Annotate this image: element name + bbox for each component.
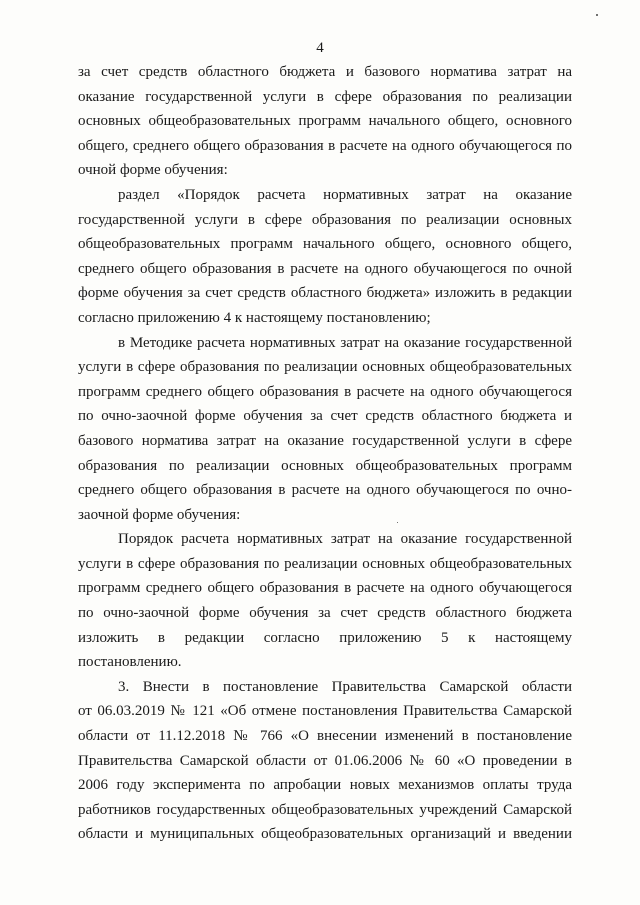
- text-line: заочной форме обучения:: [78, 506, 241, 523]
- text-line: согласно приложению 4 к настоящему постановлению;: [78, 309, 431, 326]
- text-line: работников государственных общеобразовательных учреждений Самарской: [78, 801, 572, 818]
- document-body: [78, 60, 572, 847]
- text-line: изложить в редакции согласно приложению 5 к настоящему: [78, 629, 572, 646]
- scan-speck: [397, 522, 398, 523]
- text-line: среднего общего образования в расчете на одного обучающегося по очно-: [78, 482, 572, 499]
- text-line: постановлению.: [78, 654, 182, 671]
- text-line: Порядок расчета нормативных затрат на оказание государственной: [118, 531, 572, 548]
- text-line: форме обучения за счет средств областного бюджета» изложить в редакции: [78, 285, 572, 302]
- text-line: области и муниципальных общеобразовательных организаций и введении: [78, 826, 572, 843]
- scan-speck: [596, 14, 598, 16]
- text-line: программ среднего общего образования в расчете на одного обучающегося: [78, 383, 572, 400]
- text-line: среднего общего образования в расчете на одного обучающегося по очной: [78, 260, 572, 277]
- text-line: государственной услуги в сфере образования по реализации основных: [78, 211, 572, 228]
- text-line: 3. Внести в постановление Правительства Самарской области: [118, 678, 572, 695]
- page-number: 4: [316, 40, 324, 56]
- text-line: 2006 году эксперимента по апробации новых механизмов оплаты труда: [78, 777, 572, 794]
- text-line: общего, среднего общего образования в расчете на одного обучающегося по: [78, 137, 572, 154]
- text-line: программ среднего общего образования в расчете на одного обучающегося: [78, 580, 572, 597]
- text-line: по очно-заочной форме обучения за счет средств областного бюджета: [78, 605, 572, 622]
- text-line: образования по реализации основных общеобразовательных программ: [78, 457, 572, 474]
- text-line: основных общеобразовательных программ начального общего, основного: [78, 113, 572, 130]
- text-line: раздел «Порядок расчета нормативных затрат на оказание: [118, 186, 572, 203]
- text-line: общеобразовательных программ начального общего, основного общего,: [78, 236, 572, 253]
- text-line: Правительства Самарской области от 01.06.2006 № 60 «О проведении в: [78, 752, 572, 769]
- text-line: области от 11.12.2018 № 766 «О внесении изменений в постановление: [78, 728, 572, 745]
- text-line: услуги в сфере образования по реализации основных общеобразовательных: [78, 359, 572, 376]
- text-line: базового норматива затрат на оказание государственной услуги в сфере: [78, 432, 572, 449]
- text-line: услуги в сфере образования по реализации основных общеобразовательных: [78, 555, 572, 572]
- text-line: оказание государственной услуги в сфере образования по реализации: [78, 88, 572, 105]
- text-line: от 06.03.2019 № 121 «Об отмене постановления Правительства Самарской: [78, 703, 572, 720]
- text-line: в Методике расчета нормативных затрат на оказание государственной: [118, 334, 572, 351]
- text-line: за счет средств областного бюджета и базового норматива затрат на: [78, 64, 572, 80]
- text-line: по очно-заочной форме обучения за счет средств областного бюджета и: [78, 408, 572, 425]
- text-line: очной форме обучения:: [78, 162, 228, 179]
